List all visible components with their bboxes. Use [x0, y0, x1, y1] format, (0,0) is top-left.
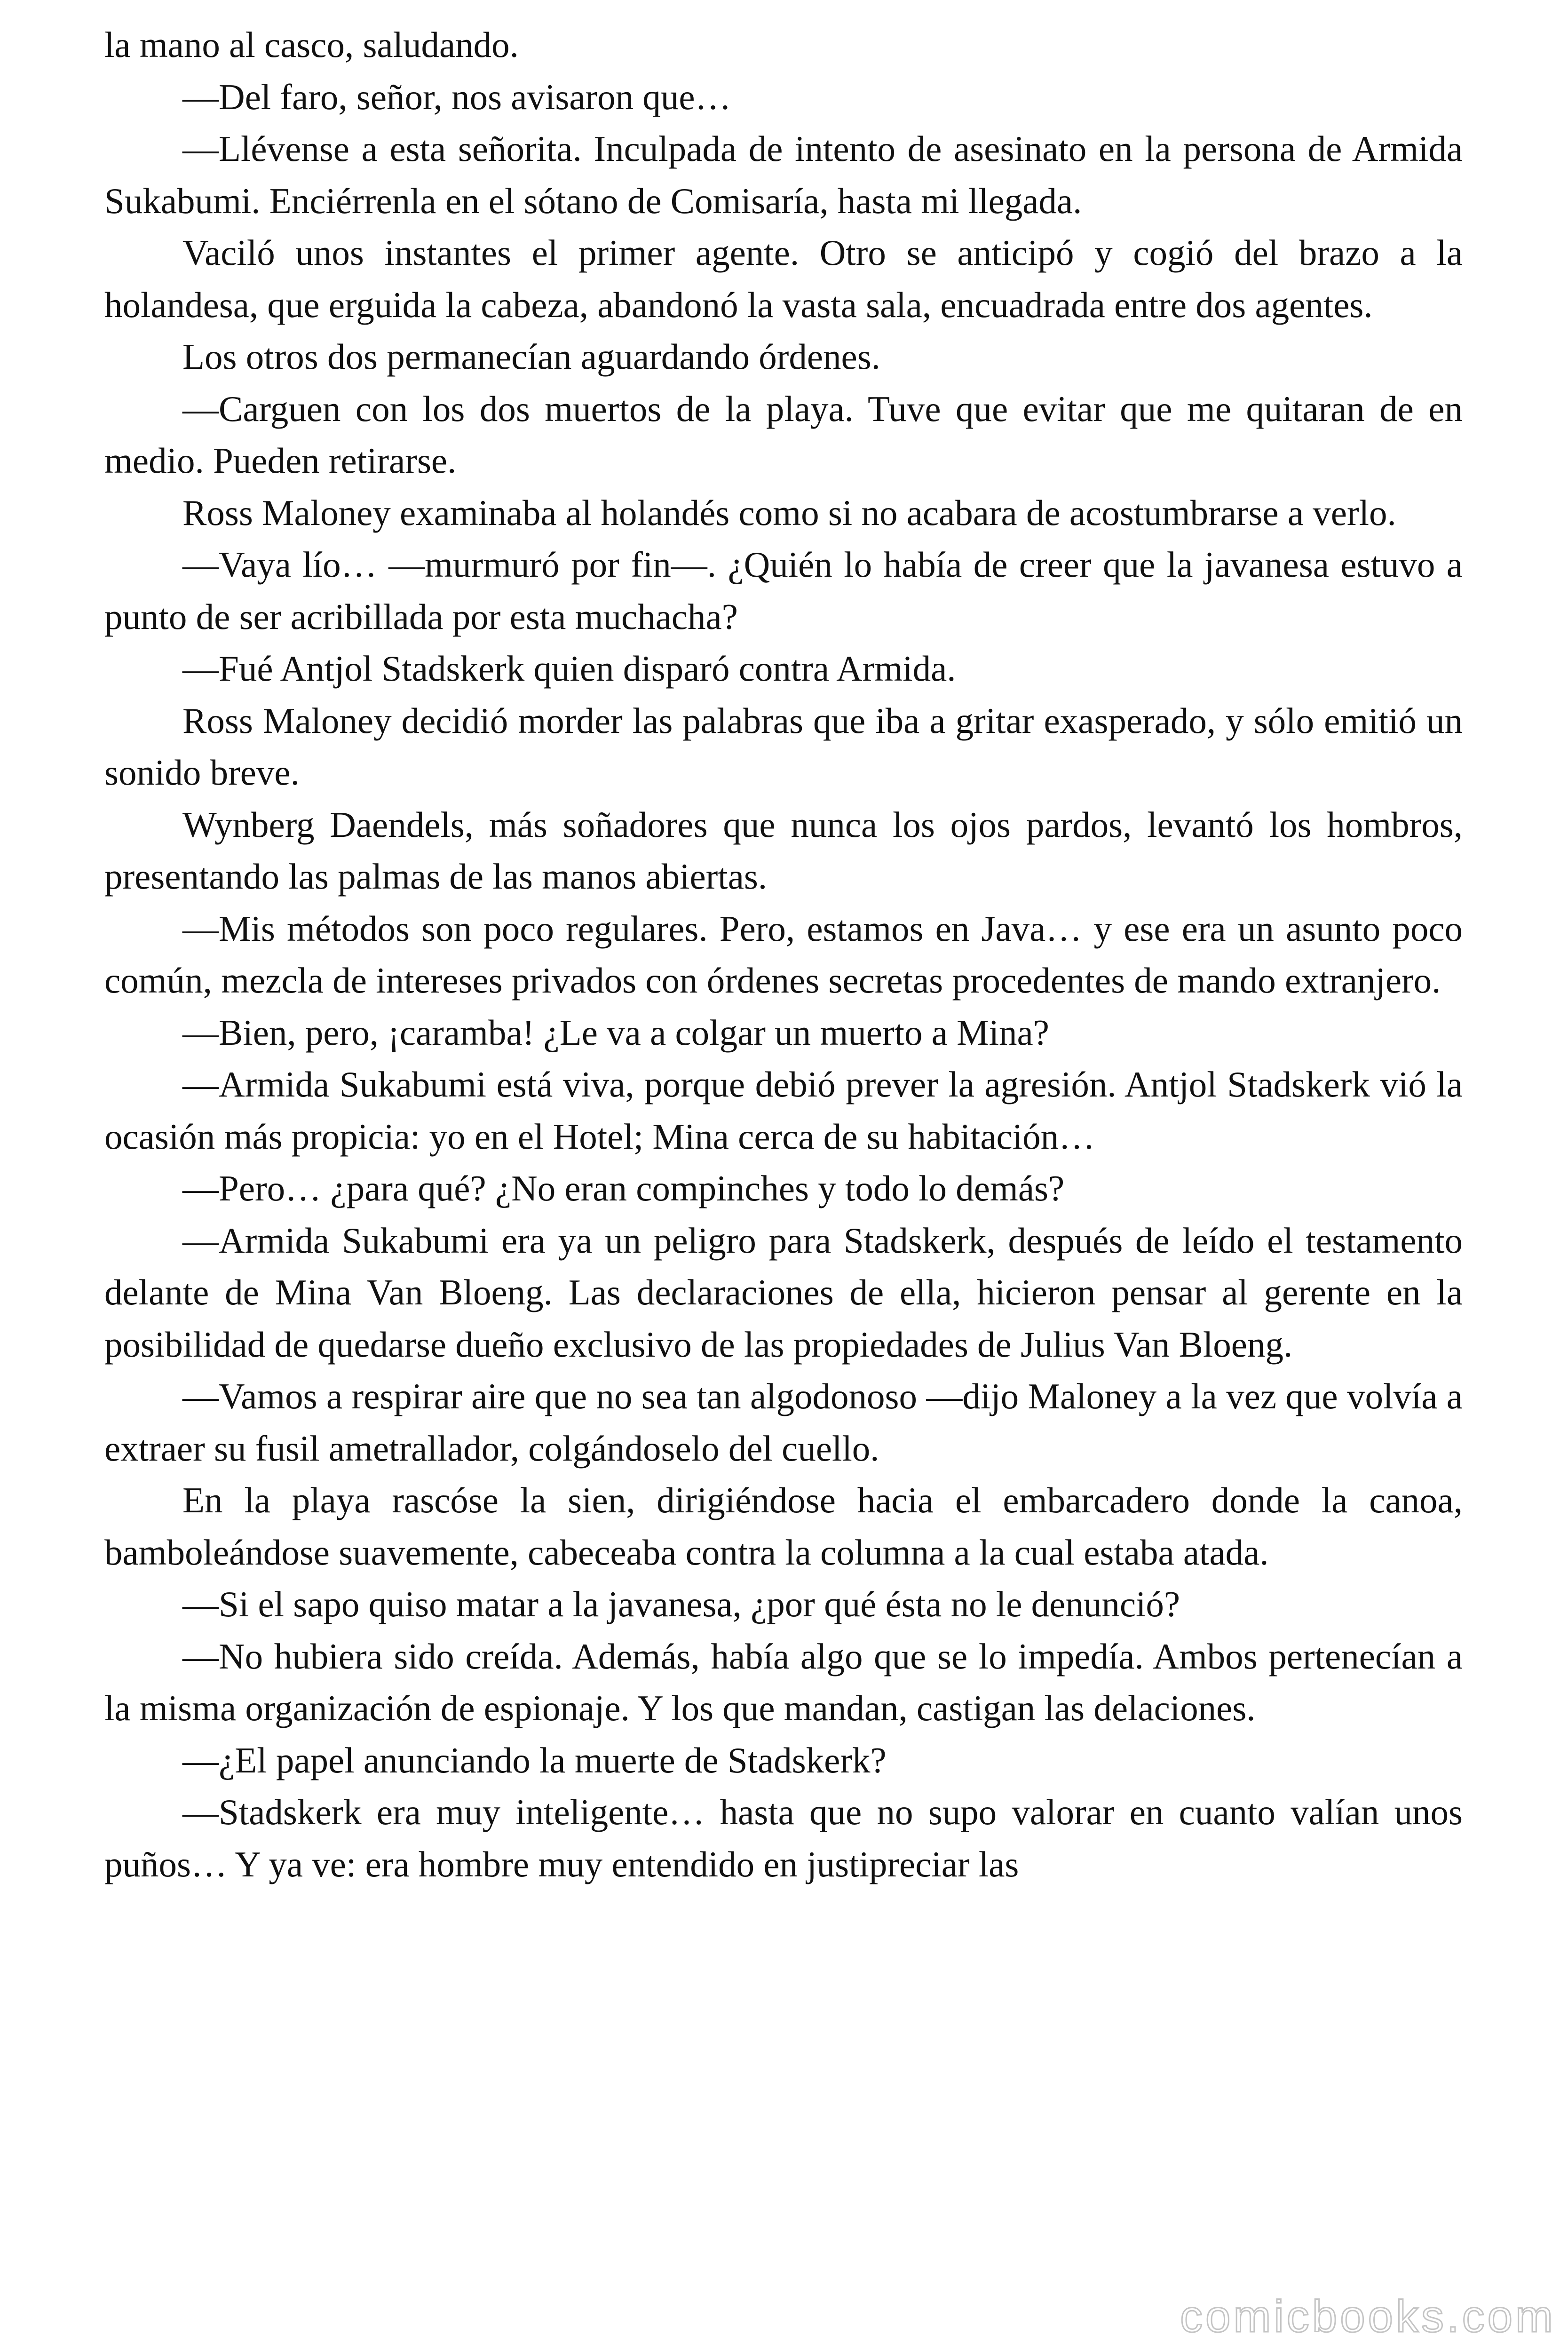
paragraph: —Si el sapo quiso matar a la javanesa, ¿por qué ésta no le denunció?: [182, 1584, 1180, 1624]
paragraph: la mano al casco, saludando.: [104, 24, 519, 65]
paragraph: —Vaya lío… —murmuró por fin—. ¿Quién lo había de creer que la javanesa estuvo a punto de ser acribillada por esta muchacha?: [104, 544, 1463, 637]
paragraph: —Pero… ¿para qué? ¿No eran compinches y todo lo demás?: [182, 1168, 1065, 1208]
paragraph: —Fué Antjol Stadskerk quien disparó contra Armida.: [182, 648, 956, 689]
page-text: [104, 19, 1463, 1890]
paragraph: Los otros dos permanecían aguardando órdenes.: [182, 336, 880, 377]
paragraph: —Carguen con los dos muertos de la playa. Tuve que evitar que me quitaran de en medio. Pueden retirarse.: [104, 388, 1463, 481]
paragraph: Ross Maloney examinaba al holandés como si no acabara de acostumbrarse a verlo.: [182, 492, 1396, 533]
paragraph: —Armida Sukabumi está viva, porque debió prever la agresión. Antjol Stadskerk vió la ocasión más propicia: yo en el Hotel; Mina cerca de su habitación…: [104, 1064, 1463, 1157]
paragraph: —Stadskerk era muy inteligente… hasta que no supo valorar en cuanto valían unos puños… Y ya ve: era hombre muy entendido en justipreciar las: [104, 1792, 1463, 1884]
paragraph: Wynberg Daendels, más soñadores que nunca los ojos pardos, levantó los hombros, presentando las palmas de las manos abiertas.: [104, 804, 1463, 897]
paragraph: En la playa rascóse la sien, dirigiéndose hacia el embarcadero donde la canoa, bamboleándose suavemente, cabeceaba contra la columna a la cual estaba atada.: [104, 1480, 1463, 1573]
paragraph: —Vamos a respirar aire que no sea tan algodonoso —dijo Maloney a la vez que volvía a extraer su fusil ametrallador, colgándoselo del cuello.: [104, 1376, 1463, 1469]
watermark: comicbooks.com: [1180, 2291, 1556, 2342]
paragraph: —No hubiera sido creída. Además, había algo que se lo impedía. Ambos pertenecían a la misma organización de espionaje. Y los que mandan, castigan las delaciones.: [104, 1636, 1463, 1728]
paragraph: Vaciló unos instantes el primer agente. Otro se anticipó y cogió del brazo a la holandesa, que erguida la cabeza, abandonó la vasta sala, encuadrada entre dos agentes.: [104, 232, 1463, 325]
paragraph: —Bien, pero, ¡caramba! ¿Le va a colgar un muerto a Mina?: [182, 1012, 1049, 1053]
paragraph: —Mis métodos son poco regulares. Pero, estamos en Java… y ese era un asunto poco común, mezcla de intereses privados con órdenes secretas procedentes de mando extranjero.: [104, 908, 1463, 1001]
paragraph: —Del faro, señor, nos avisaron que…: [182, 76, 731, 117]
paragraph: Ross Maloney decidió morder las palabras que iba a gritar exasperado, y sólo emitió un sonido breve.: [104, 700, 1463, 793]
paragraph: —¿El papel anunciando la muerte de Stadskerk?: [182, 1740, 887, 1780]
paragraph: —Armida Sukabumi era ya un peligro para Stadskerk, después de leído el testamento delante de Mina Van Bloeng. Las declaraciones de ella, hicieron pensar al gerente en la posibilidad de quedarse dueño exclusivo de las propiedades de Julius Van Bloeng.: [104, 1220, 1463, 1365]
paragraph: —Llévense a esta señorita. Inculpada de intento de asesinato en la persona de Armida Sukabumi. Enciérrenla en el sótano de Comisaría, hasta mi llegada.: [104, 128, 1463, 221]
